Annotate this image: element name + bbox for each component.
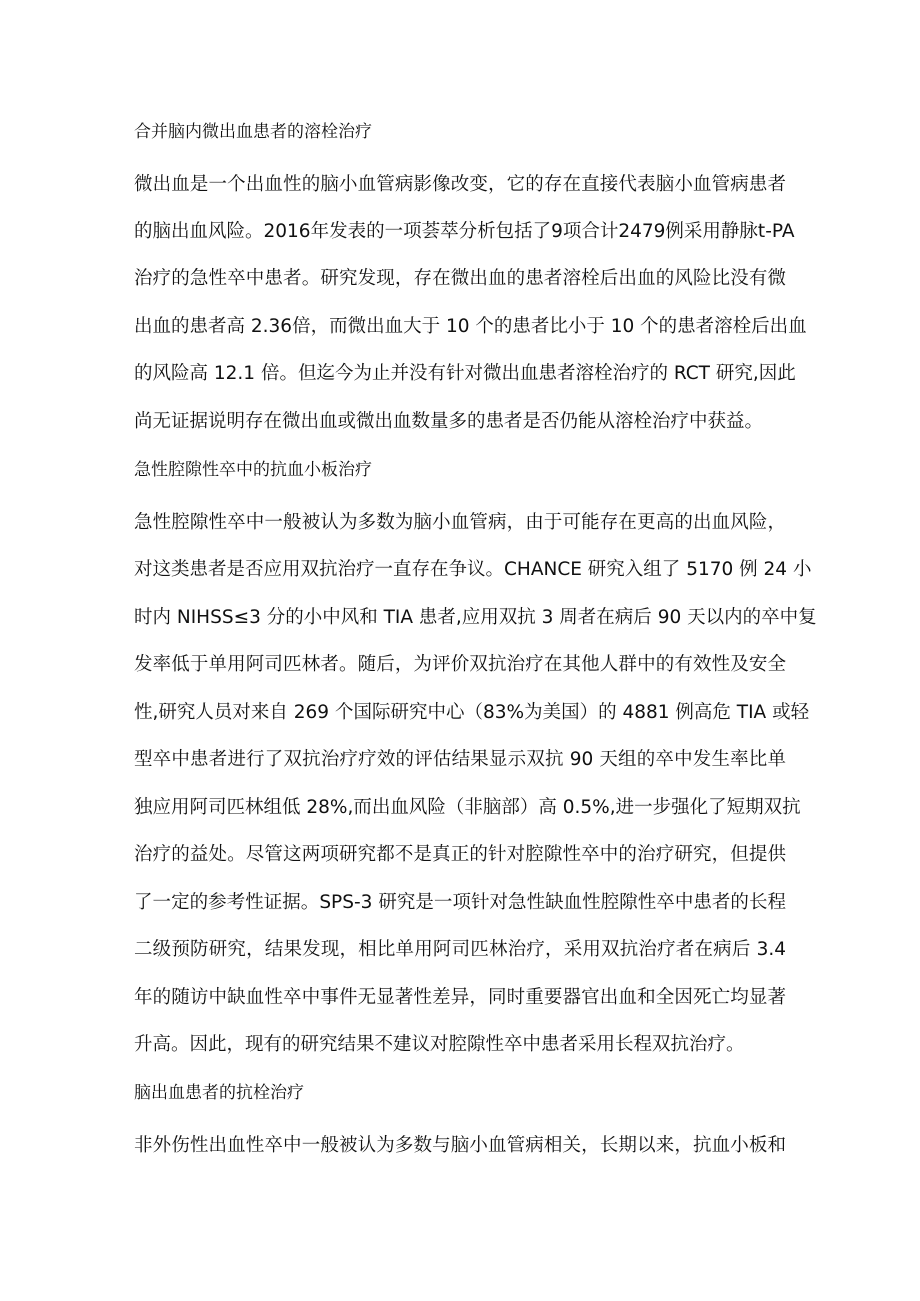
paragraph-line: 发率低于单用阿司匹林者。随后，为评价双抗治疗在其他人群中的有效性及安全 [134, 654, 786, 675]
paragraph-line: 的脑出血风险。2016年发表的一项荟萃分析包括了9项合计2479例采用静脉t-PA [134, 221, 795, 242]
paragraph-line: 尚无证据说明存在微出血或微出血数量多的患者是否仍能从溶栓治疗中获益。 [134, 411, 764, 432]
section-heading: 合并脑内微出血患者的溶栓治疗 [134, 122, 372, 142]
section-heading: 脑出血患者的抗栓治疗 [134, 1083, 304, 1103]
paragraph-line: 治疗的益处。尽管这两项研究都不是真正的针对腔隙性卒中的治疗研究，但提供 [134, 844, 786, 865]
section-heading: 急性腔隙性卒中的抗血小板治疗 [134, 460, 372, 480]
paragraph-line: 微出血是一个出血性的脑小血管病影像改变，它的存在直接代表脑小血管病患者 [134, 174, 786, 195]
paragraph-line: 独应用阿司匹林组低 28%,而出血风险（非脑部）高 0.5%,进一步强化了短期双抗 [134, 797, 801, 818]
paragraph-line: 年的随访中缺血性卒中事件无显著性差异，同时重要器官出血和全因死亡均显著 [134, 987, 786, 1008]
paragraph-line: 型卒中患者进行了双抗治疗疗效的评估结果显示双抗 90 天组的卒中发生率比单 [134, 749, 786, 770]
paragraph-line: 出血的患者高 2.36倍，而微出血大于 10 个的患者比小于 10 个的患者溶栓后出血 [134, 316, 807, 337]
paragraph-line: 性,研究人员对来自 269 个国际研究中心（83%为美国）的 4881 例高危 TIA 或轻 [134, 702, 810, 723]
paragraph-line: 非外伤性出血性卒中一般被认为多数与脑小血管病相关，长期以来，抗血小板和 [134, 1135, 786, 1156]
paragraph-line: 对这类患者是否应用双抗治疗一直存在争议。CHANCE 研究入组了 5170 例 24 小 [134, 559, 812, 580]
paragraph-line: 升高。因此，现有的研究结果不建议对腔隙性卒中患者采用长程双抗治疗。 [134, 1034, 745, 1055]
paragraph-line: 时内 NIHSS≤3 分的小中风和 TIA 患者,应用双抗 3 周者在病后 90 天以内的卒中复 [134, 607, 817, 628]
paragraph-line: 的风险高 12.1 倍。但迄今为止并没有针对微出血患者溶栓治疗的 RCT 研究,因此 [134, 363, 796, 384]
paragraph-line: 治疗的急性卒中患者。研究发现，存在微出血的患者溶栓后出血的风险比没有微 [134, 268, 786, 289]
paragraph-line: 急性腔隙性卒中一般被认为多数为脑小血管病，由于可能存在更高的出血风险， [134, 512, 786, 533]
paragraph-line: 了一定的参考性证据。SPS-3 研究是一项针对急性缺血性腔隙性卒中患者的长程 [134, 892, 786, 913]
paragraph-line: 二级预防研究，结果发现，相比单用阿司匹林治疗，采用双抗治疗者在病后 3.4 [134, 939, 786, 960]
